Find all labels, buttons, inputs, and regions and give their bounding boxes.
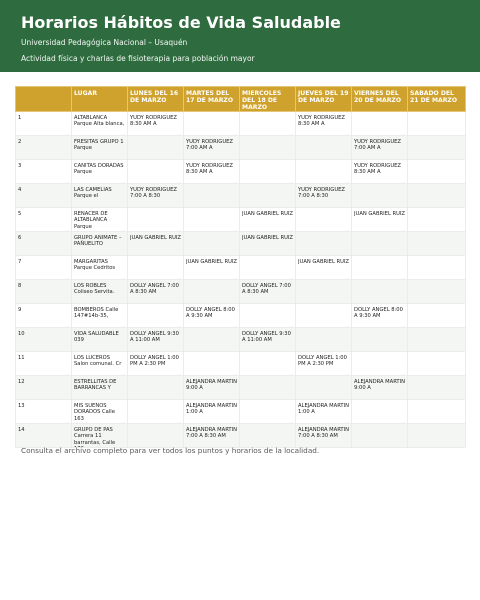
- schedule-cell: [184, 328, 240, 352]
- schedule-cell: [240, 160, 296, 184]
- schedule-cell: [296, 112, 352, 136]
- schedule-cell: [240, 400, 296, 424]
- schedule-cell: [296, 160, 352, 184]
- column-header: MARTES DEL 17 DE MARZO: [184, 87, 240, 112]
- cell-text: 10: [18, 331, 25, 337]
- schedule-cell: [408, 328, 466, 352]
- schedule-cell: [128, 160, 184, 184]
- schedule-cell: [352, 424, 408, 448]
- cell-text: MIS SUEÑOS DORADOS Calle 163: [74, 403, 115, 422]
- schedule-cell: [352, 160, 408, 184]
- schedule-cell: [128, 232, 184, 256]
- schedule-cell: [408, 400, 466, 424]
- cell-text: [186, 331, 237, 351]
- cell-text: [242, 259, 293, 279]
- cell-text: LAS CAMELIAS Parque el: [74, 187, 112, 200]
- cell-text: VIDA SALUDABLE 039: [74, 331, 119, 344]
- table-row: [16, 112, 466, 136]
- schedule-cell: [352, 208, 408, 232]
- cell-text: ALEJANDRA MARTIN 1:00 A: [186, 403, 237, 416]
- row-number-cell: [16, 184, 72, 208]
- schedule-cell: [408, 208, 466, 232]
- cell-text: FRESITAS GRUPO 1 Parque: [74, 139, 124, 152]
- cell-text: DOLLY ANGEL 7:00 A 8:30 AM: [130, 283, 179, 296]
- cell-text: ALEJANDRA MARTIN 9:00 A: [186, 379, 237, 392]
- table-row: [16, 208, 466, 232]
- row-number-cell: [16, 136, 72, 160]
- table-body: [16, 112, 466, 448]
- location-cell: [72, 208, 128, 232]
- cell-text: JUAN GABRIEL RUIZ: [298, 259, 349, 265]
- cell-text: 8: [18, 283, 22, 289]
- cell-text: [354, 187, 405, 207]
- schedule-table: [15, 86, 466, 448]
- schedule-cell: [408, 112, 466, 136]
- cell-text: YUDY RODRIGUEZ 7:00 AM A: [186, 139, 233, 152]
- schedule-cell: [296, 256, 352, 280]
- schedule-cell: [184, 424, 240, 448]
- cell-text: [410, 235, 463, 255]
- page-subtitle: Universidad Pedagógica Nacional – Usaquén: [21, 38, 188, 47]
- cell-text: JUAN GABRIEL RUIZ: [354, 211, 405, 217]
- schedule-cell: [408, 232, 466, 256]
- cell-text: [298, 331, 349, 351]
- schedule-cell: [128, 424, 184, 448]
- location-cell: [72, 400, 128, 424]
- cell-text: BOMBEROS Calle 147#14b-35,: [74, 307, 119, 320]
- table-row: [16, 184, 466, 208]
- cell-text: [298, 283, 349, 303]
- cell-text: 4: [18, 187, 22, 193]
- schedule-cell: [128, 400, 184, 424]
- cell-text: [186, 187, 237, 207]
- cell-text: 1: [18, 115, 22, 121]
- schedule-cell: [240, 112, 296, 136]
- schedule-cell: [128, 328, 184, 352]
- cell-text: [298, 163, 349, 183]
- schedule-cell: [352, 136, 408, 160]
- schedule-cell: [408, 160, 466, 184]
- schedule-cell: [408, 376, 466, 400]
- cell-text: [130, 379, 181, 399]
- row-number-cell: [16, 232, 72, 256]
- schedule-cell: [296, 136, 352, 160]
- cell-text: [242, 139, 293, 159]
- cell-text: 14: [18, 427, 25, 433]
- cell-text: YUDY RODRIGUEZ 8:30 AM A: [354, 163, 401, 176]
- schedule-cell: [352, 352, 408, 376]
- cell-text: [410, 427, 463, 447]
- cell-text: [410, 307, 463, 327]
- cell-text: LOS ROBLES Coliseo Servita.: [74, 283, 115, 296]
- schedule-cell: [296, 376, 352, 400]
- schedule-cell: [296, 184, 352, 208]
- schedule-cell: [240, 136, 296, 160]
- cell-text: [130, 163, 181, 183]
- cell-text: [298, 307, 349, 327]
- column-header: LUGAR: [72, 87, 128, 112]
- row-number-cell: [16, 400, 72, 424]
- cell-text: [410, 403, 463, 423]
- table-row: [16, 256, 466, 280]
- table-row: [16, 424, 466, 448]
- schedule-cell: [296, 232, 352, 256]
- cell-text: [242, 355, 293, 375]
- cell-text: [298, 211, 349, 231]
- schedule-cell: [128, 184, 184, 208]
- cell-text: DOLLY ANGEL 9:30 A 11:00 AM: [130, 331, 179, 344]
- schedule-cell: [240, 280, 296, 304]
- schedule-cell: [352, 232, 408, 256]
- cell-text: RENACER DE ALTABLANCA Parque: [74, 211, 108, 230]
- cell-text: [410, 139, 463, 159]
- cell-text: YUDY RODRIGUEZ 8:30 AM A: [298, 115, 345, 128]
- cell-text: [242, 163, 293, 183]
- schedule-cell: [408, 136, 466, 160]
- cell-text: 2: [18, 139, 22, 145]
- cell-text: [186, 211, 237, 231]
- cell-text: [130, 403, 181, 423]
- location-cell: [72, 328, 128, 352]
- cell-text: YUDY RODRIGUEZ 7:00 AM A: [354, 139, 401, 152]
- column-header: VIERNES DEL 20 DE MARZO: [352, 87, 408, 112]
- schedule-cell: [296, 352, 352, 376]
- cell-text: [354, 259, 405, 279]
- cell-text: 7: [18, 259, 22, 265]
- cell-text: MARGARITAS Parque Cedritos: [74, 259, 116, 272]
- column-header: [16, 87, 72, 112]
- schedule-cell: [240, 376, 296, 400]
- cell-text: [410, 283, 463, 303]
- cell-text: [130, 307, 181, 327]
- schedule-cell: [296, 328, 352, 352]
- location-cell: [72, 256, 128, 280]
- cell-text: [242, 427, 293, 447]
- schedule-cell: [184, 304, 240, 328]
- schedule-cell: [184, 112, 240, 136]
- cell-text: LOS LUCEROS Salon comunal. Cr: [74, 355, 122, 368]
- row-number-cell: [16, 352, 72, 376]
- row-number-cell: [16, 112, 72, 136]
- table-header-row: [16, 87, 466, 112]
- schedule-cell: [184, 136, 240, 160]
- schedule-cell: [240, 232, 296, 256]
- schedule-cell: [240, 328, 296, 352]
- footer-note: Consulta el archivo completo para ver todos los puntos y horarios de la localidad.: [21, 446, 320, 455]
- cell-text: ALEJANDRA MARTIN 7:00 A 8:30 AM: [186, 427, 237, 440]
- schedule-cell: [408, 304, 466, 328]
- schedule-cell: [296, 424, 352, 448]
- cell-text: [354, 427, 405, 447]
- schedule-cell: [128, 280, 184, 304]
- row-number-cell: [16, 280, 72, 304]
- page-title: Horarios Hábitos de Vida Saludable: [21, 13, 341, 32]
- page-header: [0, 0, 480, 72]
- schedule-cell: [352, 256, 408, 280]
- schedule-cell: [184, 232, 240, 256]
- cell-text: [298, 139, 349, 159]
- table-row: [16, 328, 466, 352]
- cell-text: DOLLY ANGEL 7:00 A 8:30 AM: [242, 283, 291, 296]
- cell-text: YUDY RODRIGUEZ 7:00 A 8:30: [130, 187, 177, 200]
- table-row: [16, 400, 466, 424]
- row-number-cell: [16, 256, 72, 280]
- location-cell: [72, 304, 128, 328]
- cell-text: [242, 403, 293, 423]
- row-number-cell: [16, 160, 72, 184]
- cell-text: ALTABLANCA Parque Alta blanca,: [74, 115, 125, 128]
- row-number-cell: [16, 208, 72, 232]
- cell-text: CANITAS DORADAS Parque: [74, 163, 124, 176]
- table-row: [16, 160, 466, 184]
- schedule-cell: [352, 304, 408, 328]
- cell-text: [354, 355, 405, 375]
- cell-text: DOLLY ANGEL 8:00 A 9:30 AM: [354, 307, 403, 320]
- schedule-cell: [128, 376, 184, 400]
- location-cell: [72, 280, 128, 304]
- schedule-cell: [296, 208, 352, 232]
- cell-text: 13: [18, 403, 25, 409]
- cell-text: [410, 259, 463, 279]
- cell-text: [186, 235, 237, 255]
- cell-text: [242, 307, 293, 327]
- row-number-cell: [16, 304, 72, 328]
- location-cell: [72, 352, 128, 376]
- cell-text: GRUPO DE PAS Carrera 11 barrantas, Calle: [74, 427, 116, 446]
- cell-text: [410, 187, 463, 207]
- cell-text: ALEJANDRA MARTIN 9:00 A: [354, 379, 405, 392]
- location-cell: [72, 232, 128, 256]
- schedule-cell: [352, 376, 408, 400]
- cell-text: [410, 115, 463, 135]
- cell-text: [354, 283, 405, 303]
- cell-text: [410, 211, 463, 231]
- cell-text: DOLLY ANGEL 8:00 A 9:30 AM: [186, 307, 235, 320]
- row-number-cell: [16, 376, 72, 400]
- cell-text: GRUPO ANIMATE – PAÑUELITO: [74, 235, 122, 248]
- schedule-cell: [184, 280, 240, 304]
- column-header: MIERCOLES DEL 18 DE MARZO: [240, 87, 296, 112]
- cell-text: [130, 211, 181, 231]
- location-cell: [72, 184, 128, 208]
- cell-text: [354, 115, 405, 135]
- table-row: [16, 352, 466, 376]
- cell-text: [354, 403, 405, 423]
- location-cell: [72, 112, 128, 136]
- cell-text: DOLLY ANGEL 9:30 A 11:00 AM: [242, 331, 291, 344]
- schedule-cell: [296, 304, 352, 328]
- cell-text: DOLLY ANGEL 1:00 PM A 2:30 PM: [298, 355, 347, 368]
- schedule-cell: [352, 112, 408, 136]
- location-cell: [72, 424, 128, 448]
- table-row: [16, 136, 466, 160]
- schedule-cell: [184, 376, 240, 400]
- schedule-cell: [184, 352, 240, 376]
- schedule-cell: [240, 256, 296, 280]
- schedule-cell: [240, 184, 296, 208]
- schedule-cell: [240, 208, 296, 232]
- schedule-cell: [408, 424, 466, 448]
- cell-text: [298, 379, 349, 399]
- column-header: JUEVES DEL 19 DE MARZO: [296, 87, 352, 112]
- location-cell: [72, 376, 128, 400]
- cell-text: ALEJANDRA MARTIN 7:00 A 8:30 AM: [298, 427, 349, 440]
- cell-text: DOLLY ANGEL 1:00 PM A 2:30 PM: [130, 355, 179, 368]
- location-cell: [72, 160, 128, 184]
- cell-text: 5: [18, 211, 22, 217]
- cell-text: [130, 259, 181, 279]
- schedule-cell: [296, 400, 352, 424]
- cell-text: 6: [18, 235, 22, 241]
- schedule-cell: [184, 160, 240, 184]
- schedule-cell: [128, 208, 184, 232]
- cell-text: [410, 379, 463, 399]
- schedule-table-container: [15, 86, 465, 448]
- cell-text: [410, 355, 463, 375]
- cell-text: [354, 235, 405, 255]
- cell-text: [130, 139, 181, 159]
- schedule-cell: [240, 304, 296, 328]
- table-row: [16, 280, 466, 304]
- table-row: [16, 304, 466, 328]
- cell-text: [354, 331, 405, 351]
- cell-text: [186, 283, 237, 303]
- schedule-cell: [184, 184, 240, 208]
- schedule-cell: [408, 256, 466, 280]
- cell-text: [410, 163, 463, 183]
- schedule-cell: [296, 280, 352, 304]
- cell-text: JUAN GABRIEL RUIZ: [186, 259, 237, 265]
- column-header: SABADO DEL 21 DE MARZO: [408, 87, 466, 112]
- schedule-cell: [240, 352, 296, 376]
- schedule-cell: [128, 136, 184, 160]
- schedule-cell: [408, 280, 466, 304]
- cell-text: 12: [18, 379, 25, 385]
- table-row: [16, 232, 466, 256]
- schedule-cell: [352, 184, 408, 208]
- page-description: Actividad física y charlas de fisioterapia para población mayor: [21, 54, 255, 63]
- cell-text: YUDY RODRIGUEZ 7:00 A 8:30: [298, 187, 345, 200]
- cell-text: JUAN GABRIEL RUIZ: [242, 235, 293, 241]
- table-row: [16, 376, 466, 400]
- schedule-cell: [408, 352, 466, 376]
- cell-text: YUDY RODRIGUEZ 8:30 AM A: [186, 163, 233, 176]
- cell-text: 11: [18, 355, 25, 361]
- cell-text: ESTRELLITAS DE BARRANCAS Y: [74, 379, 117, 392]
- cell-text: [242, 379, 293, 399]
- schedule-cell: [128, 256, 184, 280]
- schedule-cell: [184, 256, 240, 280]
- location-cell: [72, 136, 128, 160]
- schedule-cell: [240, 424, 296, 448]
- cell-text: [186, 115, 237, 135]
- cell-text: YUDY RODRIGUEZ 8:30 AM A: [130, 115, 177, 128]
- cell-text: JUAN GABRIEL RUIZ: [242, 211, 293, 217]
- schedule-cell: [128, 112, 184, 136]
- cell-text: [298, 235, 349, 255]
- cell-text: [410, 331, 463, 351]
- cell-text: [242, 115, 293, 135]
- cell-text: [186, 355, 237, 375]
- schedule-cell: [352, 328, 408, 352]
- cell-text: 9: [18, 307, 22, 313]
- cell-text: [130, 427, 181, 447]
- schedule-cell: [128, 304, 184, 328]
- cell-text: JUAN GABRIEL RUIZ: [130, 235, 181, 241]
- cell-text: 3: [18, 163, 22, 169]
- schedule-cell: [352, 400, 408, 424]
- cell-text: ALEJANDRA MARTIN 1:00 A: [298, 403, 349, 416]
- column-header: LUNES DEL 16 DE MARZO: [128, 87, 184, 112]
- schedule-cell: [184, 208, 240, 232]
- schedule-cell: [128, 352, 184, 376]
- schedule-cell: [408, 184, 466, 208]
- row-number-cell: [16, 328, 72, 352]
- cell-text: [242, 187, 293, 207]
- schedule-cell: [184, 400, 240, 424]
- schedule-cell: [352, 280, 408, 304]
- row-number-cell: [16, 424, 72, 448]
